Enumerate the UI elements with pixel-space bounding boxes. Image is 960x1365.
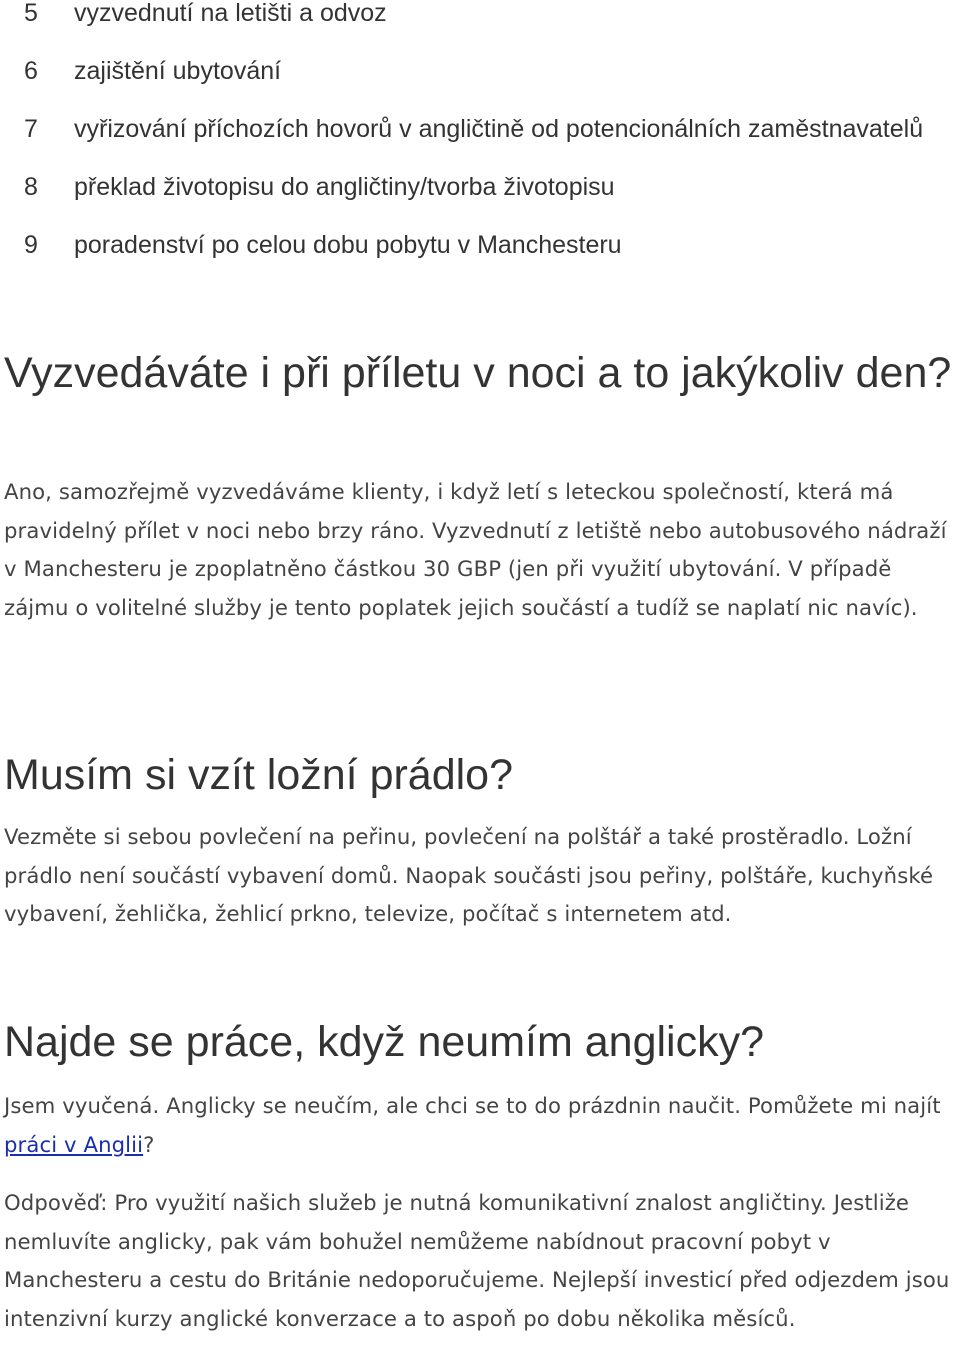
list-item-number: 5 — [24, 0, 38, 27]
list-item — [0, 56, 960, 96]
list-item — [0, 114, 960, 154]
list-item-number: 8 — [24, 173, 38, 201]
list-item — [0, 0, 960, 38]
faq-heading-night-pickup: Vyzvedáváte i při příletu v noci a to jakýkoliv den? — [4, 349, 952, 397]
faq-question-work-without-english — [4, 1087, 954, 1164]
work-in-england-link[interactable]: práci v Anglii — [4, 1131, 144, 1157]
faq-answer-night-pickup: Ano, samozřejmě vyzvedáváme klienty, i když letí s leteckou společností, která má pravidelný přílet v noci nebo brzy ráno. Vyzvednutí z letiště nebo autobusového nádraží v Manchesteru je zpoplatněno částkou 30 GBP (jen při využití ubytování. V případě zájmu o volitelné služby je tento poplatek jejich součástí a tudíž se naplatí nic navíc). — [4, 479, 947, 620]
list-item-number: 7 — [24, 115, 38, 143]
faq-heading-work-without-english: Najde se práce, když neumím anglicky? — [4, 1018, 765, 1066]
list-item-text: zajištění ubytování — [74, 57, 282, 85]
list-item-text: poradenství po celou dobu pobytu v Manchesteru — [74, 231, 622, 259]
list-item — [0, 172, 960, 212]
list-item — [0, 230, 960, 270]
faq-answer-bed-linen: Vezměte si sebou povlečení na peřinu, povlečení na polštář a také prostěradlo. Ložní prádlo není součástí vybavení domů. Naopak součásti jsou peřiny, polštáře, kuchyňské vybavení, žehlička, žehlicí prkno, televize, počítač s internetem atd. — [4, 824, 934, 926]
list-item-text: překlad životopisu do angličtiny/tvorba životopisu — [74, 173, 615, 201]
question-end: ? — [143, 1131, 155, 1157]
list-item-text: vyřizování příchozích hovorů v angličtině od potencionálních zaměstnavatelů — [74, 115, 924, 143]
list-item-number: 6 — [24, 57, 38, 85]
list-item-number: 9 — [24, 231, 38, 259]
question-text: Jsem vyučená. Anglicky se neučím, ale chci se to do prázdnin naučit. Pomůžete mi najít — [4, 1093, 941, 1118]
list-item-text: vyzvednutí na letišti a odvoz — [74, 0, 387, 27]
faq-answer-work-without-english: Odpověď: Pro využití našich služeb je nutná komunikativní znalost angličtiny. Jestliže nemluvíte anglicky, pak vám bohužel nemůžeme nabídnout pracovní pobyt v Manchesteru a cestu do Británie nedoporučujeme. Nejlepší investicí před odjezdem jsou intenzivní kurzy anglické konverzace a to aspoň po dobu několika měsíců. — [4, 1190, 950, 1331]
faq-heading-bed-linen: Musím si vzít ložní prádlo? — [4, 751, 514, 799]
